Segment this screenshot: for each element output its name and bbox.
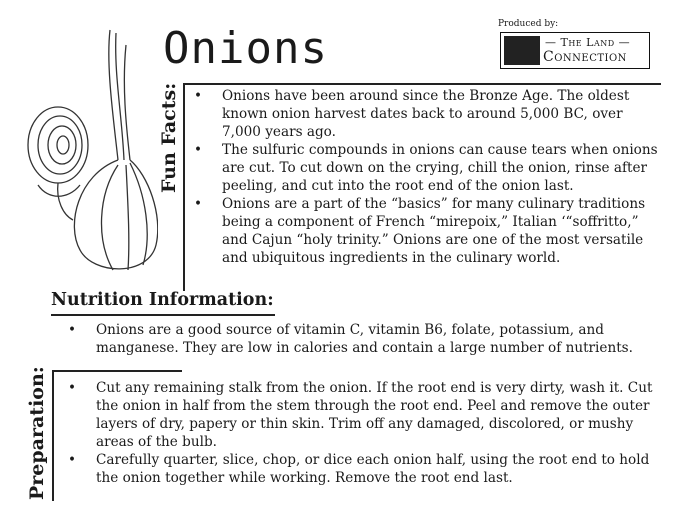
list-item: • Onions are a good source of vitamin C, vitamin B6, folate, potassium, and manganese. They are low in calories and contain a large number of nutrients. — [68, 322, 633, 356]
preparation-top-rule — [52, 370, 182, 372]
logo-line2: Connection — [543, 49, 627, 65]
produced-by-label: Produced by: — [498, 19, 559, 29]
preparation-left-rule — [52, 370, 54, 501]
nutrition-heading: Nutrition Information: — [51, 290, 274, 310]
preparation-list — [68, 379, 661, 487]
list-item: • Onions have been around since the Bronze Age. The oldest known onion harvest dates back to around 5,000 BC, over 7,000 years ago. — [194, 88, 630, 140]
list-item: • Onions are a part of the “basics” for many culinary traditions being a component of French “mirepoix,” Italian ‘“soffritto,” and Cajun “holy trinity.” Onions are one of the most versatile and ubiquitous ingredients in the culinary world. — [194, 196, 646, 266]
fun-facts-label: Fun Facts: — [158, 82, 180, 193]
fun-facts-top-rule — [183, 83, 661, 85]
list-item: • Carefully quarter, slice, chop, or dice each onion half, using the root end to hold the onion together while working. Remove the root end last. — [68, 452, 650, 486]
land-connection-logo — [500, 32, 650, 69]
nutrition-list — [68, 321, 661, 357]
fun-facts-left-rule — [183, 83, 185, 291]
fun-facts-list — [194, 87, 662, 267]
onion-illustration — [18, 25, 158, 280]
preparation-label: Preparation: — [26, 366, 48, 500]
nutrition-underline — [51, 314, 275, 316]
page-title: Onions — [163, 23, 328, 74]
logo-tree-image — [504, 36, 540, 65]
logo-line1: — The Land — — [545, 36, 631, 49]
list-item: • The sulfuric compounds in onions can cause tears when onions are cut. To cut down on the crying, chill the onion, rinse after peeling, and cut into the root end of the onion last. — [194, 142, 658, 194]
list-item: • Cut any remaining stalk from the onion. If the root end is very dirty, wash it. Cut the onion in half from the stem through the root end. Peel and remove the outer layers of dry, papery or thin skin. Trim off any damaged, discolored, or mushy areas of the bulb. — [68, 380, 653, 450]
